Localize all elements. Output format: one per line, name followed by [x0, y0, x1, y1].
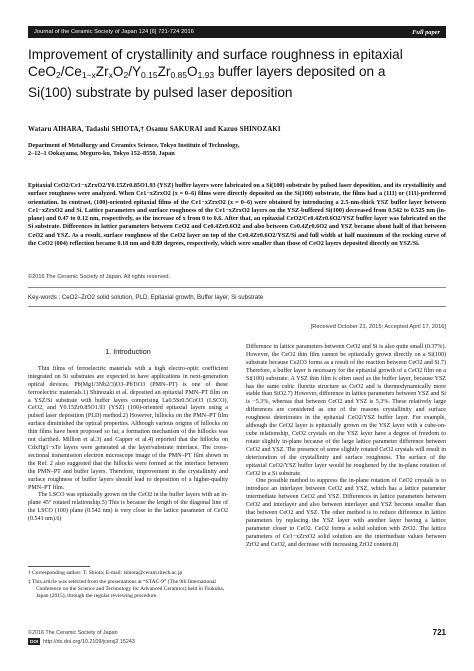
doi-badge: DOI	[30, 638, 39, 644]
footnote-rule	[28, 566, 90, 567]
title-line-1: Improvement of crystallinity and surface roughness in epitaxial	[28, 47, 403, 62]
journal-header-bar	[28, 26, 446, 38]
affiliation-line-1: Department of Metallurgy and Ceramics Science, Tokyo Institute of Technology,	[28, 142, 240, 149]
right-column	[246, 344, 446, 550]
footer-doi	[28, 638, 135, 647]
body-paragraph: The LSCO was epitaxially grown on the CeO2 in the buffer layers with an in-plane 45° rotated relationship.5) This is because the length of the diagonal line of the LSCO (100) plane (0.542 nm) is very close to the lattice parameter of CeO2 (0.541 nm).6)	[28, 492, 228, 523]
affiliation	[28, 142, 448, 159]
footnote-corresponding: † Corresponding author: T. Shiota; E-mail: tshiota@ceram.titech.ac.jp	[28, 570, 183, 576]
keywords: Key-words : CeO2–ZrO2 solid solution, PLD, Epitaxial growth, Buffer layer, Si substrate	[28, 294, 264, 301]
received-dates: [Received October 21, 2015; Accepted April 17, 2016]	[310, 324, 446, 330]
section-heading-introduction: 1. Introduction	[105, 347, 151, 356]
footnote-conference: ‡ This article was selected from the presentations at “STAC-9” (The 9th International Conference on the Science and Technology for Advanced Ceramics) held in Tsukuba, Japan (2015), through the regular reviewing procedure.	[28, 579, 225, 599]
doi-link[interactable]: http://dx.doi.org/10.2109/jcersj2.15243	[43, 638, 135, 645]
left-column	[28, 344, 228, 524]
footnotes	[28, 570, 228, 602]
body-paragraph: Difference in lattice parameters between CeO2 and Si is also quite small (0.37%). However, the CeO2 thin film cannot be epitaxially grown directly on a Si(100) substrate because Ce2O3 forms as a result of the reaction between CeO2 and Si.7) Therefore, a buffer layer is necessary for the epitaxial growth of a CeO2 film on a Si(100) substrate. A YSZ thin film is often used as the buffer layer, because YSZ has the same cubic fluorite structure as CeO2 and is thermodynamically more stable than SiO2.7) However, difference in lattice parameters between YSZ and Si is −5.3%, whereas that between CeO2 and YSZ is 5.3%. These relatively large differences are considered as one of the reasons crystallinity and surface roughness deteriorates in the epitaxial CeO2/YSZ buffer layer. For example, although the CeO2 layer is epitaxially grown on the YSZ layer with a cube-on-cube relationship, CeO2 crystals on the YSZ layer have a degree of freedom to rotate slightly in-plane because of the large lattice parameter difference between CeO2 and YSZ. The presence of some slightly rotated CeO2 crystals will result in deterioration of the crystallinity and surface roughness. The surface of the epitaxial CeO2/YSZ buffer layer would be roughened by the in-plane rotation of CeO2 in a Si substrate.	[246, 344, 446, 477]
page-number: 721	[432, 628, 446, 637]
journal-citation: Journal of the Ceramic Society of Japan 124 [6] 721-724 2016	[34, 29, 194, 35]
divider-bottom	[28, 306, 446, 307]
divider-top	[28, 287, 446, 288]
abstract: Epitaxial CeO2/Ce1−xZrxO2/Y0.15Zr0.85O1.93 (YSZ) buffer layers were fabricated on a Si(100) substrate by pulsed laser deposition, and its crystallinity and surface roughness were analyzed. When Ce1−xZrxO2 (x = 0–6) films were directly deposited on the Si(100) substrate, the films had a (111) or (111)-preferred orientation. In contrast, (100)-oriented epitaxial films of the Ce1−xZrxO2 (x = 0–6) were obtained by introducing a 2.5-nm-thick YSZ buffer layer between Ce1−xZrxO2 and Si. Lattice parameters and surface roughness of the Ce1−xZrxO2 layers on the YSZ-buffered Si(100) decreased from 0.542 to 0.525 nm (in-plane) and 0.47 to 0.12 nm, respectively, as the increase of x from 0 to 0.6. After that, an epitaxial CeO2/Ce0.4Zr0.6O2/YSZ buffer layer was fabricated on the Si substrate. Differences in lattice parameters between CeO2 and Ce0.4Zr0.6O2 and also between Ce0.4Zr0.6O2 and YSZ became about half of that between CeO2 and YSZ. As a result, surface roughness of the CeO2 layer on top of the Ce0.4Zr0.6O2/YSZ/Si and full width at half maximum of the rocking curve of the CeO2 (004) reflection became 0.18 nm and 0.89 degrees, respectively, which were smaller than those of CeO2 layers deposited directly on YSZ/Si.	[28, 182, 446, 247]
footer-copyright: ©2016 The Ceramic Society of Japan	[28, 630, 118, 636]
page-footer	[28, 630, 135, 646]
title-line-2: $CeO_2/Ce_{1-x}Zr_xO_2/Y_{0.15}Zr_{0.85}O_{1.93}$ buffer layers deposited on a	[28, 64, 386, 80]
title-line-3: Si(100) substrate by pulsed laser deposition	[28, 85, 293, 100]
affiliation-line-2: 2–12–1 Ookayama, Meguro-ku, Tokyo 152–8550, Japan	[28, 150, 175, 158]
body-paragraph: Thin films of ferroelectric materials with a high electro-optic coefficient integrated on Si substrates are expected to have applications in next-generation optical devices. Pb(Mg1/3Nb2/3)O3–PbTiO3 (PMN–PT) is one of these ferroelectric materials.1) Shinozaki et al. deposited an epitaxial PMN–PT film on a YSZ/Si substrate with buffer layers comprising La0.5Sr0.5CoO3 (LSCO), CeO2, and Y0.15Zr0.85O1.93 (YSZ) (100)-oriented epitaxial layers using a pulsed laser deposition (PLD) method.2) However, hillocks on the PMN–PT film surface diminished the optical properties. Although various origins of hillocks on thin films have been proposed so far, a formation mechanism of the hillocks was not clarified. Million et al.3) and Capper et al.4) reported that the hillocks on CdxHg1−xTe layers were generated at the layer/substrate interface. The cross-sectional transmission electron microscope image of the PMN–PT film shown in the Ref. 2 also suggested that the hillocks were formed at the interface between the PMN–PT and buffer layers. Therefore, improvement in the crystallinity and surface roughness of buffer layers should lead to deposition of a higher-quality PMN–PT film.	[28, 365, 228, 491]
abstract-copyright: ©2016 The Ceramic Society of Japan. All rights reserved.	[28, 274, 171, 280]
paper-type-label: Full paper	[412, 28, 440, 36]
paper-title	[28, 46, 448, 101]
author-list: Wataru AIHARA, Tadashi SHIOTA,† Osamu SAKURAI and Kazuo SHINOZAKI	[28, 126, 281, 133]
body-paragraph: One possible method to suppress the in-plane rotation of CeO2 crystals is to introduce an interlayer between CeO2 and YSZ, which has a lattice parameter intermediate between CeO2 and YSZ. Differences in lattice parameters between CeO2 and interlayer and also between interlayer and YSZ become smaller than that between CeO2 and YSZ. The other method is to reduce difference in lattice parameters by replacing the YSZ layer with another layer having a lattice parameter closer to CeO2. CeO2 forms a solid solution with ZrO2. The lattice parameters of Ce1−xZrxO2 solid solution are the intermediate values between ZrO2 and CeO2, and decrease with increasing ZrO2 content.8)	[246, 478, 446, 548]
